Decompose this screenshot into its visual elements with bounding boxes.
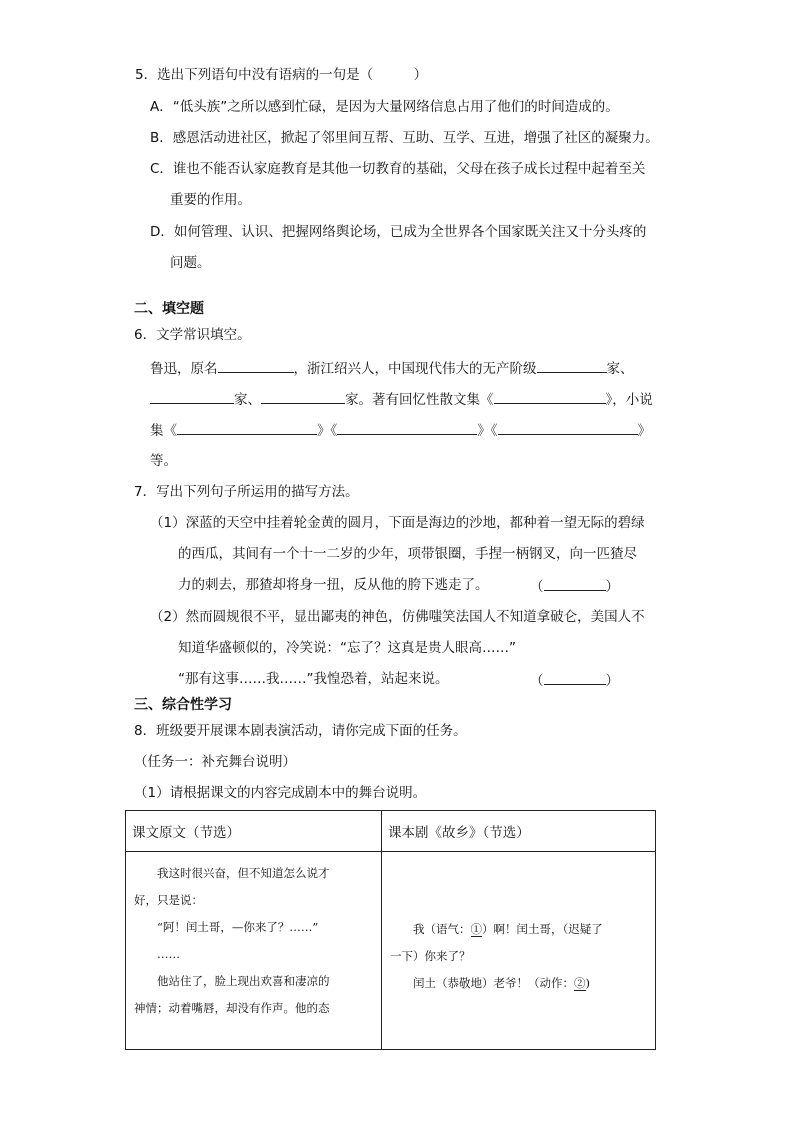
q7-s2-answer (530, 670, 619, 690)
q6-text: 》《 (477, 423, 498, 439)
q7-s1-line3 (178, 576, 489, 594)
answer-blank[interactable] (498, 420, 638, 435)
q7-text: 力的刺去，那猹却将身一扭，反从他的胯下逃走了。 (178, 577, 489, 593)
section-title-fill-in: 二、填空题 (134, 301, 204, 317)
answer-blank[interactable] (261, 389, 345, 404)
q6-text: 家。著有回忆性散文集《 (345, 392, 494, 408)
play-line: 一下）你来了？ (390, 949, 471, 963)
q8-stem: 8．班级要开展课本剧表演活动，请你完成下面的任务。 (134, 723, 467, 739)
table-header-play: 课本剧《故乡》（节选） (382, 811, 656, 852)
answer-blank[interactable] (537, 358, 607, 373)
q7-s2-line1: （2）然而圆规很不平，显出鄙夷的神色，仿佛嗤笑法国人不知道拿破仑，美国人不 (150, 609, 645, 625)
q6-text: 集《 (150, 423, 177, 439)
paren-open: （ (530, 673, 544, 689)
q6-line3 (150, 420, 651, 440)
q7-stem: 7．写出下列句子所运用的描写方法。 (134, 484, 359, 500)
play-script-cell (382, 852, 656, 1050)
q6-line2 (150, 389, 653, 409)
play-text: ）啊！闰土哥，（迟疑了 (482, 922, 603, 936)
q5-option-d-line2: 问题。 (170, 255, 211, 271)
q5-option-d-line1: D．如何管理、认识、把握网络舆论场，已成为全世界各个国家既关注又十分头疼的 (150, 224, 647, 240)
paren-open: （ (530, 579, 544, 595)
q6-line4: 等。 (150, 453, 177, 469)
q5-option-c-line2: 重要的作用。 (170, 192, 251, 208)
original-paragraph: “阿！闰土哥，—你来了？……” (157, 920, 319, 934)
q6-text: 》《 (317, 423, 338, 439)
q6-text: 家、 (606, 361, 634, 377)
answer-blank[interactable] (494, 389, 606, 404)
original-paragraph: 他站住了，脸上现出欢喜和凄凉的 (157, 974, 330, 988)
paren-close: ） (605, 673, 619, 689)
q6-text: 家、 (234, 392, 261, 408)
original-paragraph: 我这时很兴奋，但不知道怎么说才 (157, 866, 330, 880)
q5-option-c-line1: C．谁也不能否认家庭教育是其他一切教育的基础，父母在孩子成长过程中起着至关 (150, 161, 646, 177)
play-text: ) (585, 976, 590, 990)
section-title-comprehensive: 三、综合性学习 (134, 697, 232, 713)
script-comparison-table (125, 810, 656, 1050)
q6-stem: 6．文学常识填空。 (134, 327, 251, 343)
q8-sub1: （1）请根据课文的内容完成剧本中的舞台说明。 (134, 785, 427, 801)
q6-text: 》 (637, 423, 651, 439)
answer-blank[interactable] (218, 358, 294, 373)
paren-close: ） (605, 579, 619, 595)
q7-s1-line2: 的西瓜，其间有一个十一二岁的少年，项带银圈，手捏一柄钢叉，向一匹猹尽 (178, 546, 637, 562)
q8-task1: （任务一：补充舞台说明） (134, 754, 296, 770)
q7-s1-answer (530, 576, 619, 596)
q6-line1 (150, 358, 634, 378)
blank-marker-1[interactable]: ① (470, 922, 482, 936)
original-paragraph: …… (157, 947, 180, 961)
table-header-original: 课文原文（节选） (126, 811, 382, 852)
original-paragraph: 好，只是说： (134, 893, 203, 907)
q5-stem: 5．选出下列语句中没有语病的一句是（ ） (135, 67, 428, 83)
q7-s1-line1: （1）深蓝的天空中挂着轮金黄的圆月，下面是海边的沙地，都种着一望无际的碧绿 (150, 515, 645, 531)
play-line (390, 916, 649, 943)
q6-text: 》，小说 (605, 392, 653, 408)
answer-blank[interactable] (177, 420, 317, 435)
play-text: 我（语气： (413, 922, 471, 936)
q7-s2-line3: “那有这事……我……”我惶恐着，站起来说。 (178, 671, 449, 687)
q7-s2-line2: 知道华盛顿似的，冷笑说：“忘了？这真是贵人眼高……” (178, 640, 516, 656)
blank-marker-2[interactable]: ② (574, 976, 586, 990)
q6-text: ，浙江绍兴人，中国现代伟大的无产阶级 (293, 361, 537, 377)
play-text: 闰土（恭敬地）老爷！（动作： (413, 976, 574, 990)
q6-text: 鲁迅，原名 (150, 361, 218, 377)
answer-blank[interactable] (544, 576, 606, 591)
answer-blank[interactable] (150, 389, 234, 404)
answer-blank[interactable] (337, 420, 477, 435)
original-paragraph: 神情；动着嘴唇，却没有作声。他的态 (134, 1001, 330, 1015)
q5-option-b: B．感恩活动进社区，掀起了邻里间互帮、互助、互学、互进，增强了社区的凝聚力。 (150, 130, 659, 146)
original-text-cell (126, 852, 382, 1050)
play-line (390, 970, 649, 997)
answer-blank[interactable] (544, 670, 606, 685)
q5-option-a: A．“低头族”之所以感到忙碌，是因为大量网络信息占用了他们的时间造成的。 (150, 99, 619, 115)
